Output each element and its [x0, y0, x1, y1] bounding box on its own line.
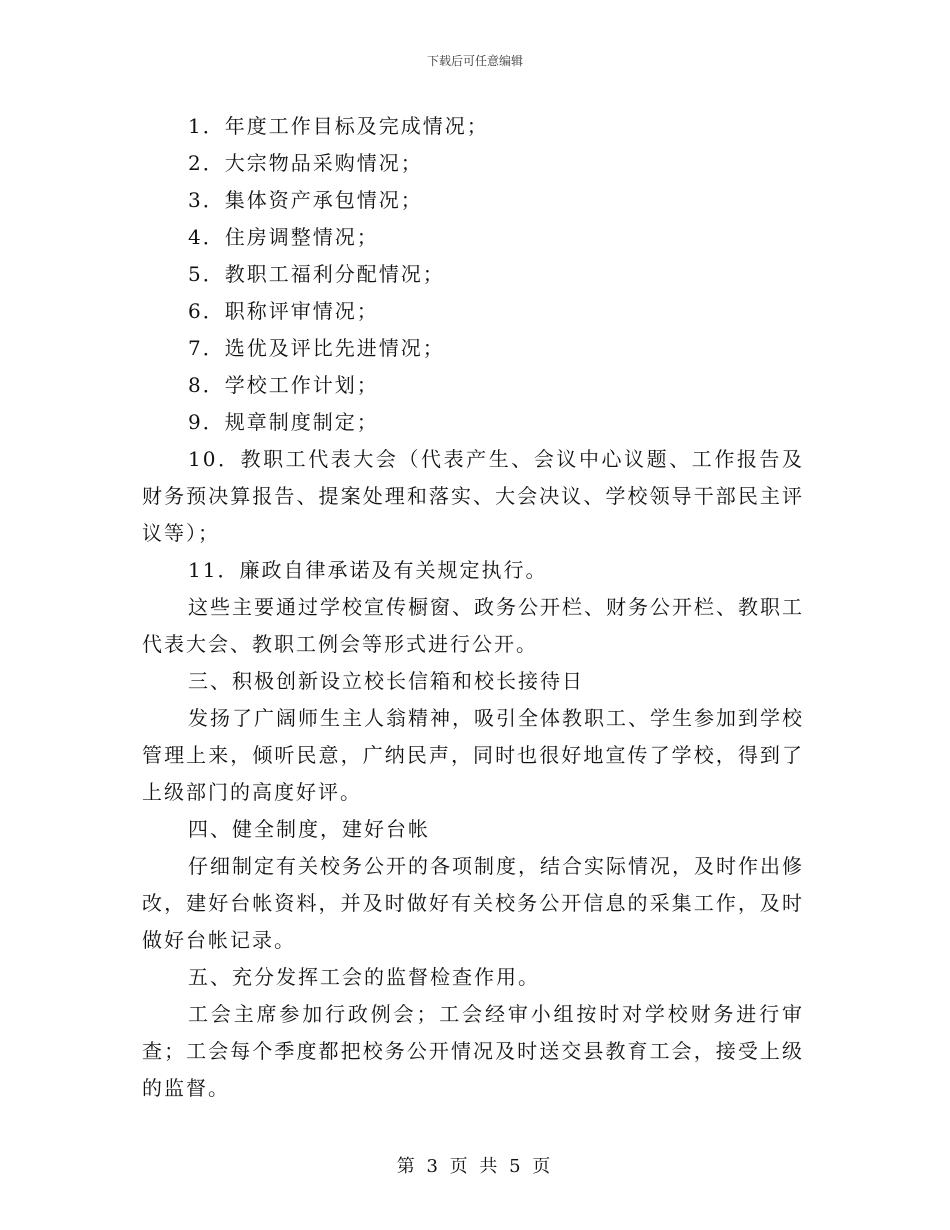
list-item: 3．集体资产承包情况； — [188, 188, 423, 212]
body-paragraph: 工会主席参加行政例会；工会经审小组按时对学校财务进行审查；工会每个季度都把校务公开情况及时送交县教育工会，接受上级的监督。 — [142, 1002, 804, 1100]
list-item: 8．学校工作计划； — [188, 373, 379, 397]
document-body — [142, 108, 804, 1107]
list-item: 9．规章制度制定； — [188, 410, 379, 434]
list-item: 7．选优及评比先进情况； — [188, 336, 445, 360]
list-item: 10．教职工代表大会（代表产生、会议中心议题、工作报告及财务预决算报告、提案处理和落实、大会决议、学校领导干部民主评议等）； — [142, 447, 804, 545]
section-heading: 五、充分发挥工会的监督检查作用。 — [188, 965, 540, 989]
section-heading: 四、健全制度，建好台帐 — [188, 817, 430, 841]
list-item: 6．职称评审情况； — [188, 299, 379, 323]
page-header: 下载后可任意编辑 — [426, 54, 523, 68]
body-paragraph: 这些主要通过学校宣传橱窗、政务公开栏、财务公开栏、教职工代表大会、教职工例会等形式进行公开。 — [142, 595, 804, 656]
list-item: 1．年度工作目标及完成情况； — [188, 114, 489, 138]
section-heading: 三、积极创新设立校长信箱和校长接待日 — [188, 669, 584, 693]
list-item: 5．教职工福利分配情况； — [188, 262, 445, 286]
page-number-footer: 第 3 页 共 5 页 — [396, 1156, 554, 1177]
list-item: 2．大宗物品采购情况； — [188, 151, 423, 175]
body-paragraph: 发扬了广阔师生主人翁精神，吸引全体教职工、学生参加到学校管理上来，倾听民意，广纳民声，同时也很好地宣传了学校，得到了上级部门的高度好评。 — [142, 706, 804, 804]
list-item: 11．廉政自律承诺及有关规定执行。 — [188, 558, 548, 582]
list-item: 4．住房调整情况； — [188, 225, 379, 249]
body-paragraph: 仔细制定有关校务公开的各项制度，结合实际情况，及时作出修改，建好台帐资料，并及时做好有关校务公开信息的采集工作，及时做好台帐记录。 — [142, 854, 804, 952]
